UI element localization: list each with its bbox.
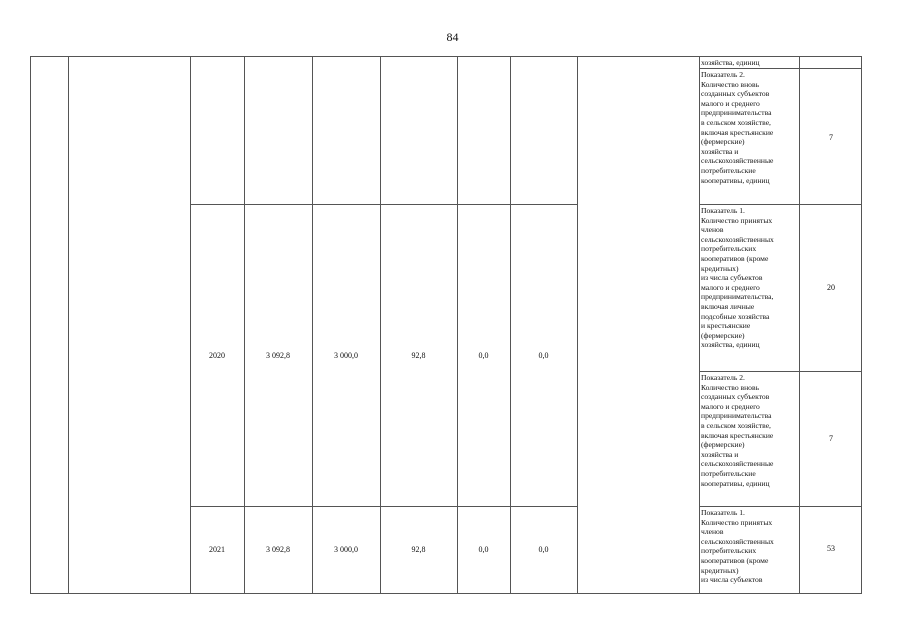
- row-2021-total: 3 092,8: [266, 545, 290, 554]
- budget-table: [30, 56, 862, 594]
- row-2020-year: 2020: [209, 350, 225, 360]
- indicator-text: хозяйства, единиц: [701, 58, 760, 67]
- page-number: 84: [446, 30, 459, 44]
- table-top-border: [30, 56, 862, 57]
- row-2020-total: 3 092,8: [266, 350, 290, 360]
- row-2020-col5: 0,0: [538, 350, 549, 360]
- col-border: [68, 56, 69, 594]
- table-bottom-border: [30, 593, 862, 594]
- col-border: [577, 56, 578, 594]
- col-border: [30, 56, 31, 594]
- row-divider: [699, 204, 862, 205]
- row-2021-year: 2021: [209, 545, 225, 554]
- indicator-text: Показатель 2. Количество вновь созданных субъектов малого и среднего предпринимательства в сельском хозяйстве, включая крестьянские (фермерские) хозяйства и сельскохозяйственные потребительские кооперативы, единиц: [701, 373, 774, 488]
- row-2020-col3: 92,8: [411, 350, 426, 360]
- row-divider: [699, 506, 862, 507]
- row-divider: [699, 371, 862, 372]
- indicator-text: Показатель 1. Количество принятых членов сельскохозяйственных потребительских кооперативов (кроме кредитных) из числа субъектов малого и среднего предпринимательства, включая личные подсобные хозяйства и крестьянские (фермерские) хозяйства, единиц: [701, 206, 774, 350]
- row-2021-col3: 92,8: [411, 545, 426, 554]
- indicator-value: 20: [827, 283, 835, 292]
- indicator-value: 53: [827, 544, 835, 553]
- indicator-value: 7: [829, 133, 833, 142]
- row-2020-col2: 3 000,0: [334, 350, 358, 360]
- row-2020-col4: 0,0: [478, 350, 489, 360]
- row-2021-col5: 0,0: [538, 545, 549, 554]
- indicator-value: 7: [829, 434, 833, 443]
- indicator-text: Показатель 2. Количество вновь созданных субъектов малого и среднего предпринимательства в сельском хозяйстве, включая крестьянские (фермерские) хозяйства и сельскохозяйственные потребительские кооперативы, единиц: [701, 70, 774, 185]
- indicator-text: Показатель 1. Количество принятых членов сельскохозяйственных потребительских кооперативов (кроме кредитных) из числа субъектов: [701, 508, 774, 585]
- row-2021-col2: 3 000,0: [334, 545, 358, 554]
- row-2021-col4: 0,0: [478, 545, 489, 554]
- row-divider: [699, 68, 862, 69]
